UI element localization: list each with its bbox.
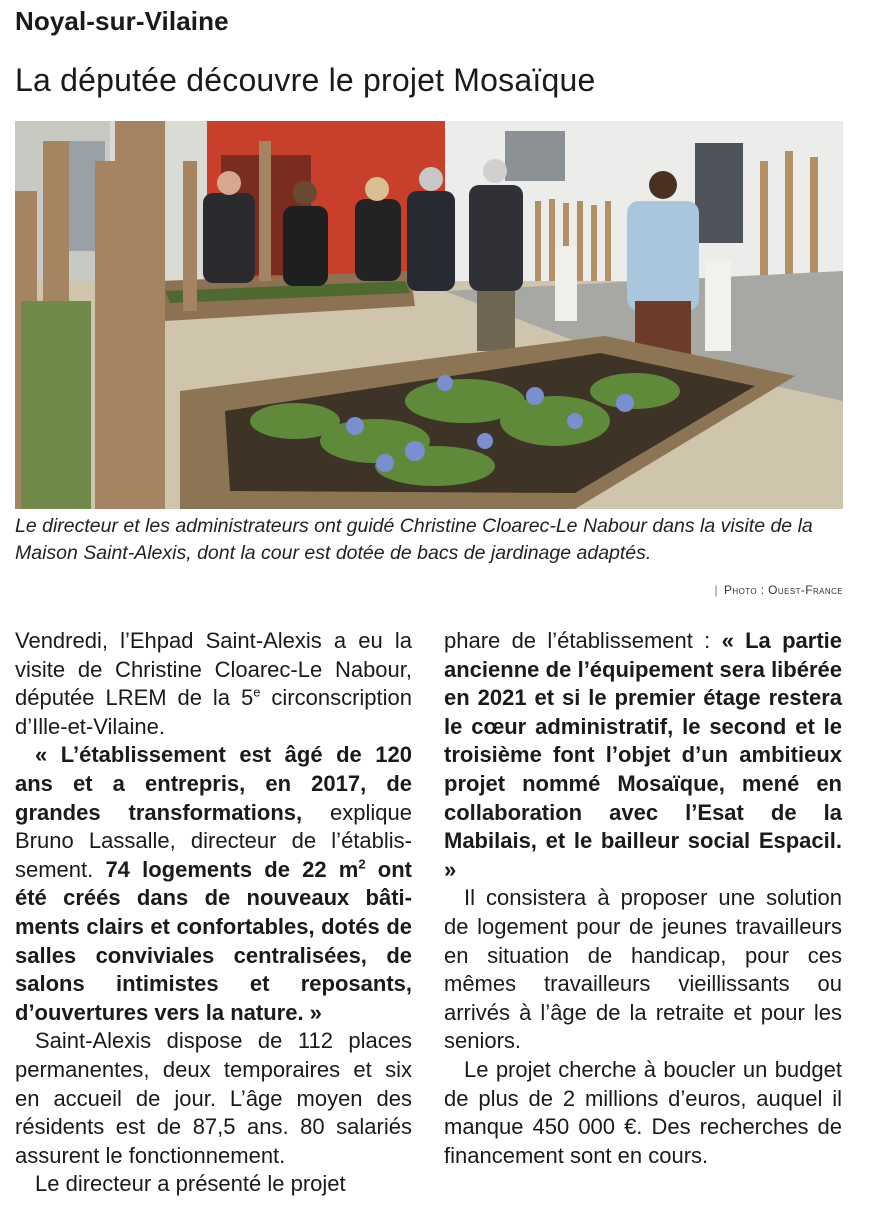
article-column-right [444,627,842,1170]
photo-credit: | Photo : Ouest-France [714,583,843,597]
article-headline: La députée découvre le projet Mosaïque [15,62,596,98]
article-photo [15,121,843,509]
paragraph-budget: Le projet cherche à boucler un budget de plus de 2 millions d’euros, auquel il manque 450 000 €. Des recherches de financement sont en cours. [444,1056,842,1168]
photo-caption: Le directeur et les administrateurs ont guidé Christine Cloarec-Le Nabour dans la visite de la Maison Saint-Alexis, dont la cour est dotée de bacs de jardinage adaptés. [15,515,813,564]
paragraph-project-start: Le directeur a présenté le projet [35,1171,346,1197]
paragraph-project-continued: phare de l’établissement : « La partie ancienne de l’équipement sera libérée en 2021 et si le premier étage restera le cœur administratif, le second et le troisième font l’objet d’un ambitieux projet nommé Mosaïque, mené en collaboration avec l’Esat de la Mabilais, et le bailleur social Espacil. » [444,628,842,882]
paragraph-quote-director: « L’établissement est âgé de 120 ans et a entrepris, en 2017, de grandes transformations, explique Bruno Lassalle, directeur de l’établissement. 74 logements de 22 $m^2$ ont été créés dans de nouveaux bâtiments clairs et confortables, dotés de salles conviviales centralisées, de salons intimistes et reposants, d’ouvertures vers la nature. » [15,742,412,1025]
paragraph-intro: Vendredi, l’Ehpad Saint-Alexis a eu la visite de Christine Cloarec-Le Nabour, députée LREM de la 5e circonscription d’Ille-et-Vilaine. [15,628,412,739]
paragraph-capacity: Saint-Alexis dispose de 112 places permanentes, deux temporaires et six en accueil de jour. L’âge moyen des résidents est de 87,5 ans. 80 salariés assurent le fonctionnement. [15,1028,412,1168]
article-column-left [15,627,412,1199]
paragraph-solution: Il consistera à proposer une solution de logement pour de jeunes travailleurs en situation de handicap, pour ces mêmes travailleurs vieillissants ou arrivés à l’âge de la retraite et pour les seniors. [444,885,842,1054]
article-location: Noyal-sur-Vilaine [15,6,229,36]
